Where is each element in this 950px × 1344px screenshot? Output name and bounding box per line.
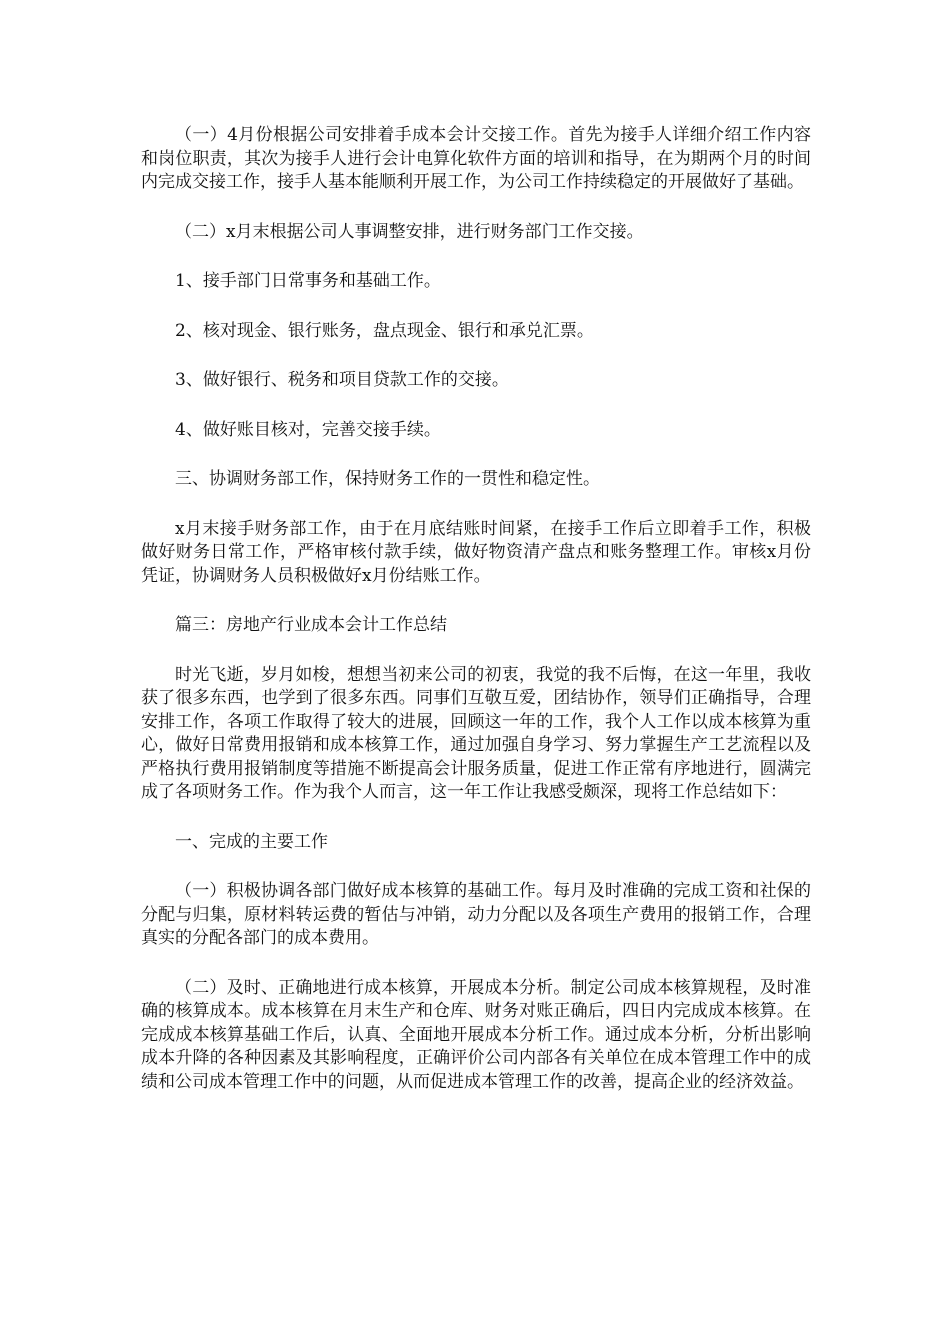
paragraph: （一）4月份根据公司安排着手成本会计交接工作。首先为接手人详细介绍工作内容和岗位职责，其次为接手人进行会计电算化软件方面的培训和指导，在为期两个月的时间内完成交接工作，接手人基本能顺利开展工作，为公司工作持续稳定的开展做好了基础。	[141, 125, 811, 192]
section-heading: 一、完成的主要工作	[175, 831, 328, 852]
chapter-title: 篇三：房地产行业成本会计工作总结	[175, 615, 447, 635]
paragraph: x月末接手财务部工作，由于在月底结账时间紧，在接手工作后立即着手工作，积极做好财务日常工作，严格审核付款手续，做好物资清产盘点和账务整理工作。审核x月份凭证，协调财务人员积极做好x月份结账工作。	[141, 518, 811, 586]
document-body	[141, 124, 811, 1120]
list-item: 1、接手部门日常事务和基础工作。	[175, 271, 441, 291]
paragraph: 时光飞逝，岁月如梭，想想当初来公司的初衷，我觉的我不后悔，在这一年里，我收获了很多东西，也学到了很多东西。同事们互敬互爱，团结协作，领导们正确指导，合理安排工作，各项工作取得了较大的进展，回顾这一年的工作，我个人工作以成本核算为重心，做好日常费用报销和成本核算工作，通过加强自身学习、努力掌握生产工艺流程以及严格执行费用报销制度等措施不断提高会计服务质量，促进工作正常有序地进行，圆满完成了各项财务工作。作为我个人而言，这一年工作让我感受颇深，现将工作总结如下：	[141, 664, 811, 802]
paragraph: （二）及时、正确地进行成本核算，开展成本分析。制定公司成本核算规程，及时准确的核算成本。成本核算在月末生产和仓库、财务对账正确后，四日内完成成本核算。在完成成本核算基础工作后，认真、全面地开展成本分析工作。通过成本分析，分析出影响成本升降的各种因素及其影响程度，正确评价公司内部各有关单位在成本管理工作中的成绩和公司成本管理工作中的问题，从而促进成本管理工作的改善，提高企业的经济效益。	[141, 977, 811, 1092]
paragraph: （二）x月末根据公司人事调整安排，进行财务部门工作交接。	[175, 221, 644, 242]
section-heading: 三、协调财务部工作，保持财务工作的一贯性和稳定性。	[175, 469, 600, 489]
list-item: 3、做好银行、税务和项目贷款工作的交接。	[175, 370, 509, 390]
list-item: 2、核对现金、银行账务，盘点现金、银行和承兑汇票。	[175, 320, 594, 341]
paragraph: （一）积极协调各部门做好成本核算的基础工作。每月及时准确的完成工资和社保的分配与归集，原材料转运费的暂估与冲销，动力分配以及各项生产费用的报销工作，合理真实的分配各部门的成本费用。	[141, 881, 811, 948]
list-item: 4、做好账目核对，完善交接手续。	[175, 419, 441, 440]
